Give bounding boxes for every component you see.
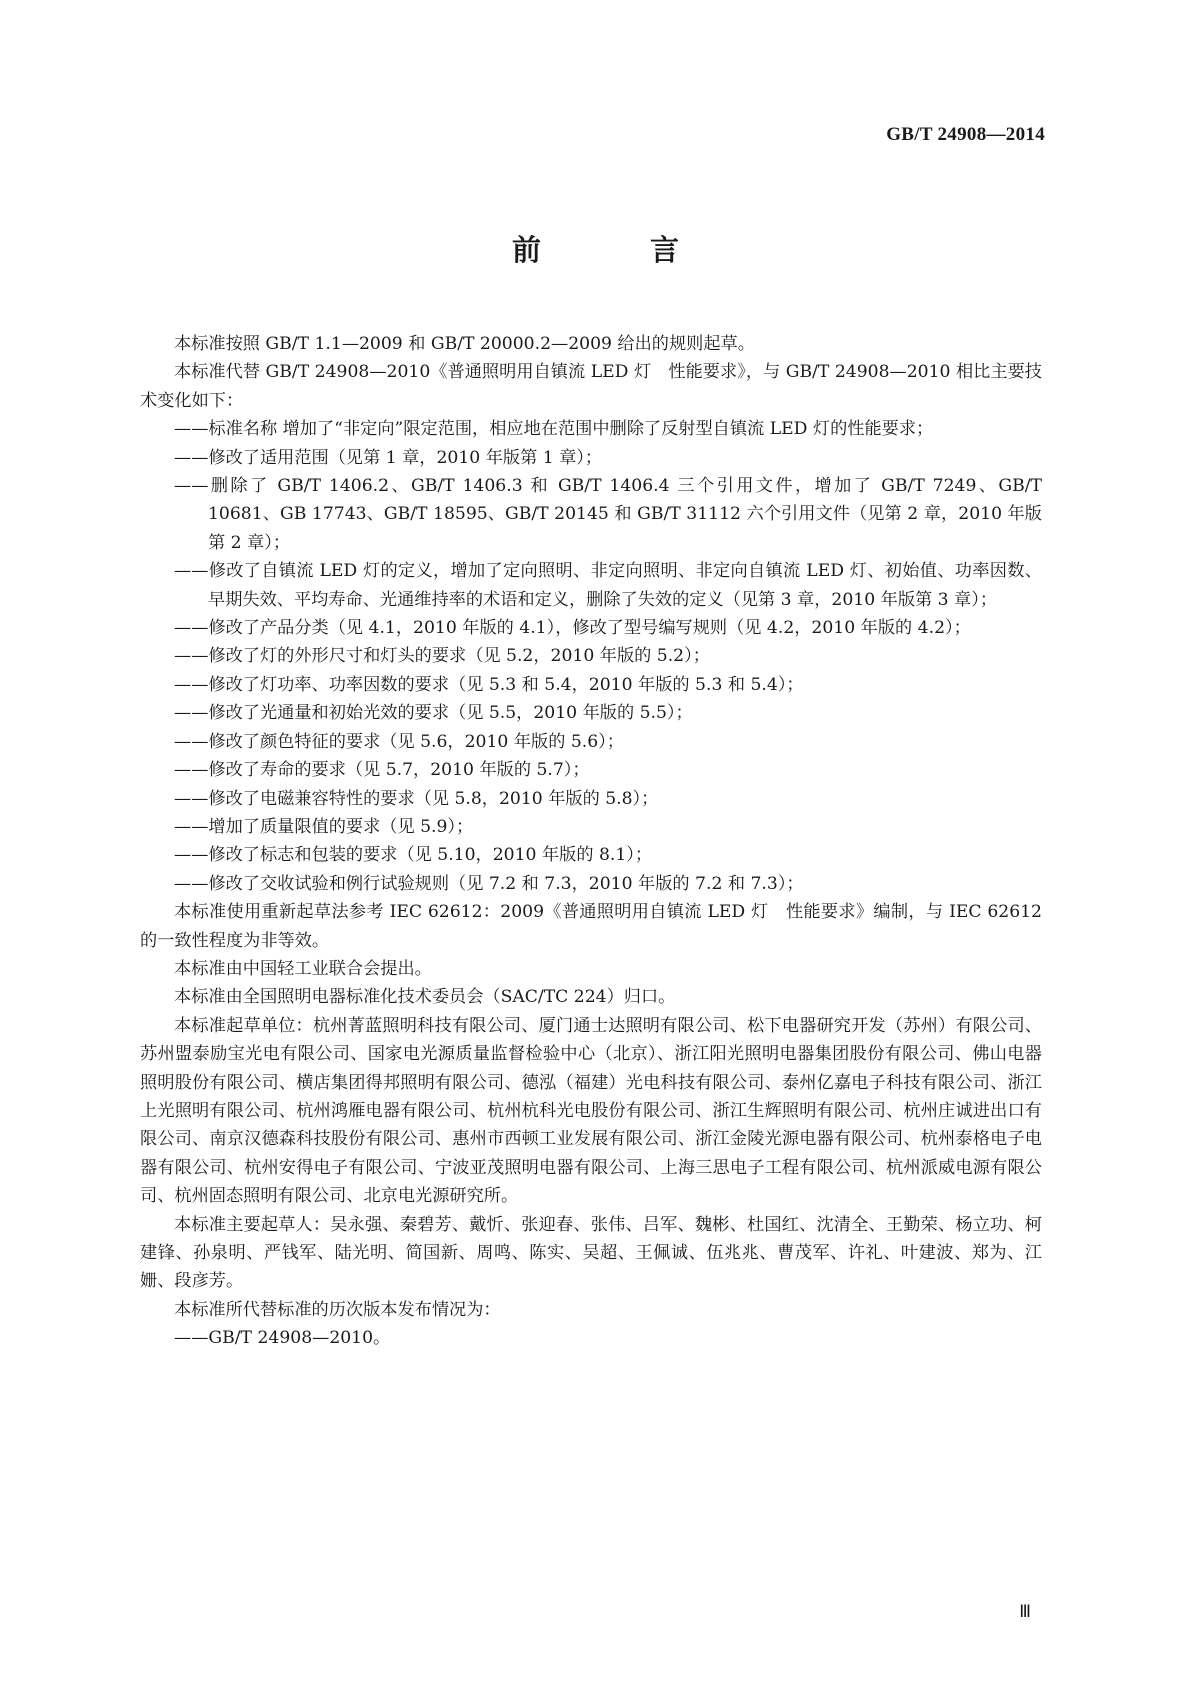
change-item: ——修改了寿命的要求（见 5.7，2010 年版的 5.7）； bbox=[174, 760, 590, 781]
standard-code: GB/T 24908—2014 bbox=[886, 124, 1045, 145]
change-item: ——增加了质量限值的要求（见 5.9）； bbox=[174, 816, 474, 837]
change-item: ——修改了自镇流 LED 灯的定义，增加了定向照明、非定向照明、非定向自镇流 LED 灯、初始值、功率因数、早期失效、平均寿命、光通维持率的术语和定义，删除了失效的定义（见第 3 章，2010 年版第 3 章）； bbox=[174, 561, 1042, 610]
body-paragraph: 本标准使用重新起草法参考 IEC 62612：2009《普通照明用自镇流 LED 灯 性能要求》编制，与 IEC 62612的一致性程度为非等效。 bbox=[140, 902, 1042, 951]
change-item: ——修改了产品分类（见 4.1，2010 年版的 4.1），修改了型号编写规则（见 4.2，2010 年版的 4.2）； bbox=[174, 618, 971, 639]
change-item: ——修改了交收试验和例行试验规则（见 7.2 和 7.3，2010 年版的 7.2 和 7.3）； bbox=[174, 873, 804, 894]
change-item: ——删除了 GB/T 1406.2、GB/T 1406.3 和 GB/T 1406.4 三个引用文件，增加了 GB/T 7249、GB/T 10681、GB 17743、GB/T 18595、GB/T 20145 和 GB/T 31112 六个引用文件（见第 2 章，2010 年版第 2 章）； bbox=[174, 476, 1042, 553]
change-item: ——修改了光通量和初始光效的要求（见 5.5，2010 年版的 5.5）； bbox=[174, 703, 693, 724]
change-item: ——修改了灯功率、功率因数的要求（见 5.3 和 5.4，2010 年版的 5.3 和 5.4）； bbox=[174, 674, 804, 695]
change-item: ——修改了电磁兼容特性的要求（见 5.8，2010 年版的 5.8）； bbox=[174, 788, 659, 809]
change-item: ——修改了适用范围（见第 1 章，2010 年版第 1 章）； bbox=[174, 447, 603, 468]
intro-paragraph: 本标准代替 GB/T 24908—2010《普通照明用自镇流 LED 灯 性能要求》，与 GB/T 24908—2010 相比主要技术变化如下： bbox=[140, 362, 1042, 411]
drafting-units-paragraph: 本标准起草单位：杭州菁蓝照明科技有限公司、厦门通士达照明有限公司、松下电器研究开发（苏州）有限公司、苏州盟泰励宝光电有限公司、国家电光源质量监督检验中心（北京）、浙江阳光照明电器集团股份有限公司、佛山电器照明股份有限公司、横店集团得邦照明有限公司、德泓（福建）光电科技有限公司、泰州亿嘉电子科技有限公司、浙江上光照明有限公司、杭州鸿雁电器有限公司、杭州杭科光电股份有限公司、浙江生辉照明有限公司、杭州庄诚进出口有限公司、南京汉德森科技股份有限公司、惠州市西顿工业发展有限公司、浙江金陵光源电器有限公司、杭州泰格电子电器有限公司、杭州安得电子有限公司、宁波亚茂照明电器有限公司、上海三思电子工程有限公司、杭州派威电源有限公司、杭州固态照明有限公司、北京电光源研究所。 bbox=[140, 1015, 1042, 1207]
change-item: ——修改了标志和包装的要求（见 5.10，2010 年版的 8.1）； bbox=[174, 845, 653, 866]
page-title: 前 言 bbox=[511, 233, 719, 267]
change-item: ——修改了灯的外形尺寸和灯头的要求（见 5.2，2010 年版的 5.2）； bbox=[174, 646, 710, 667]
document-body bbox=[140, 330, 1042, 1353]
intro-paragraph: 本标准按照 GB/T 1.1—2009 和 GB/T 20000.2—2009 给出的规则起草。 bbox=[174, 334, 755, 354]
change-item: ——修改了颜色特征的要求（见 5.6，2010 年版的 5.6）； bbox=[174, 731, 624, 752]
page-number: Ⅲ bbox=[1019, 1602, 1031, 1621]
history-item: ——GB/T 24908—2010。 bbox=[174, 1328, 391, 1349]
body-paragraph: 本标准由中国轻工业联合会提出。 bbox=[174, 958, 432, 979]
drafters-paragraph: 本标准主要起草人：吴永强、秦碧芳、戴忻、张迎春、张伟、吕军、魏彬、杜国红、沈清全、王勤荣、杨立功、柯建锋、孙泉明、严钱军、陆光明、简国新、周鸣、陈实、吴超、王佩诚、伍兆兆、曹茂军、许礼、叶建波、郑为、江姗、段彦芳。 bbox=[140, 1214, 1042, 1292]
change-item: ——标准名称 增加了“非定向”限定范围，相应地在范围中删除了反射型自镇流 LED 灯的性能要求； bbox=[174, 419, 934, 440]
body-paragraph: 本标准由全国照明电器标准化技术委员会（SAC/TC 224）归口。 bbox=[174, 987, 676, 1008]
body-paragraph: 本标准所代替标准的历次版本发布情况为： bbox=[174, 1299, 501, 1320]
